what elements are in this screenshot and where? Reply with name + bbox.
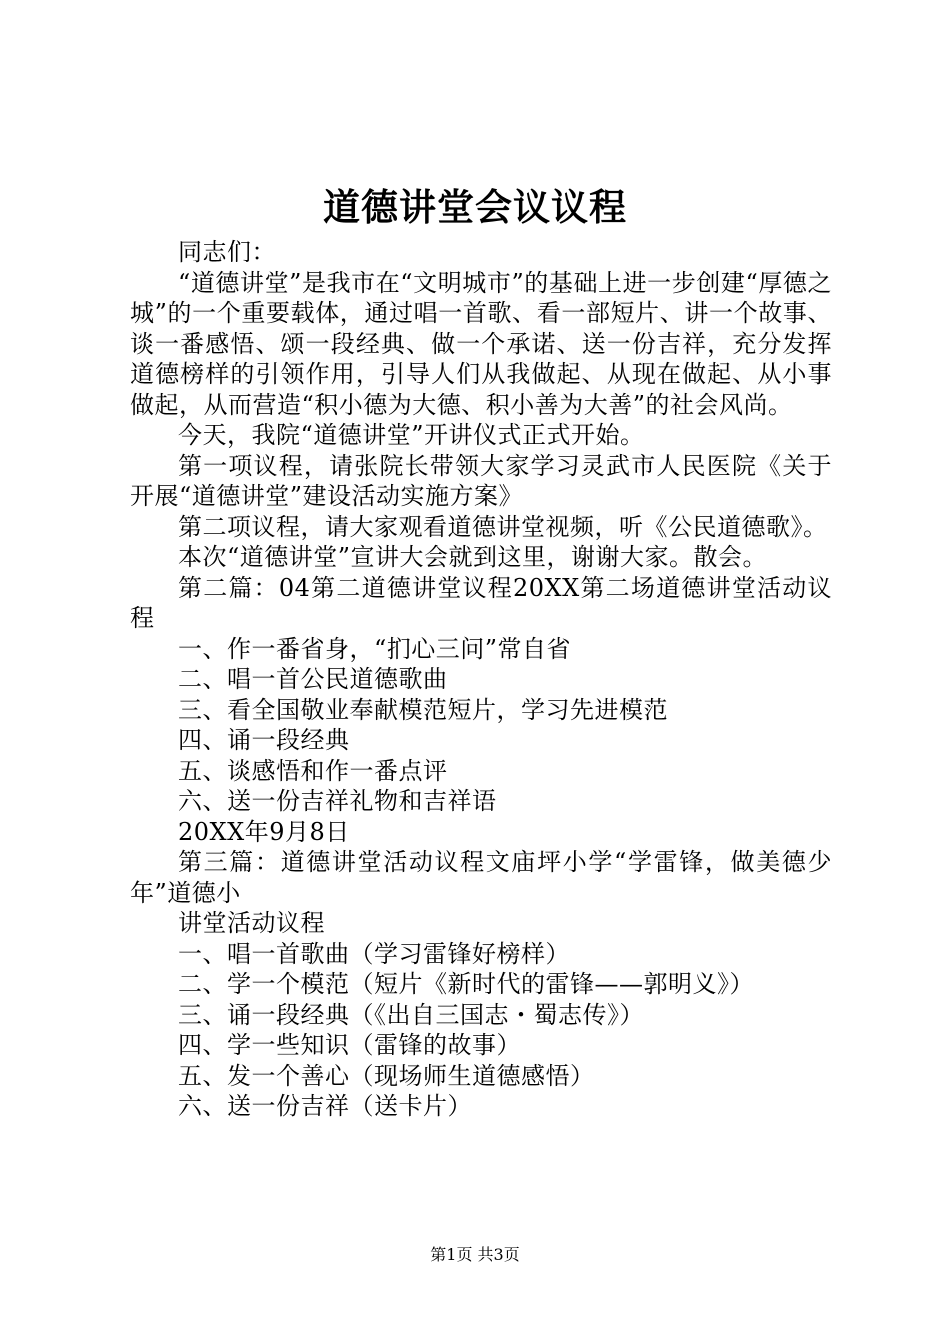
- part2-date: 20XX年9月8日: [178, 817, 350, 846]
- part2-list-item: 一、作一番省身，“扪心三问”常自省: [178, 634, 572, 663]
- salutation: 同志们：: [178, 238, 276, 266]
- part3-list-item: 四、学一些知识（雷锋的故事）: [178, 1031, 521, 1059]
- part3-list-item: 二、学一个模范（短片《新时代的雷锋——郭明义》）: [178, 970, 754, 998]
- intro-paragraph: “道德讲堂”是我市在“文明城市”的基础上进一步创建“厚德之城”的一个重要载体，通过唱一首歌、看一部短片、讲一个故事、谈一番感悟、颂一段经典、做一个承诺、送一份吉祥，充分发挥道德榜样的引领作用，引导人们从我做起、从现在做起、从小事做起，从而营造“积小德为大德、积小善为大善”的社会风尚。: [130, 268, 832, 419]
- part3-list-item: 五、发一个善心（现场师生道德感悟）: [178, 1061, 595, 1090]
- part2-heading: 第二篇：04第二道德讲堂议程20XX第二场道德讲堂活动议程: [130, 573, 832, 632]
- agenda-item-2: 第二项议程，请大家观看道德讲堂视频，听《公民道德歌》。: [178, 512, 828, 541]
- part2-list-item: 四、诵一段经典: [178, 726, 350, 754]
- part3-heading: 第三篇：道德讲堂活动议程文庙坪小学“学雷锋，做美德少年”道德小: [130, 848, 832, 907]
- agenda-item-1: 第一项议程，请张院长带领大家学习灵武市人民医院《关于开展“道德讲堂”建设活动实施方案》: [130, 451, 832, 510]
- part2-list-item: 二、唱一首公民道德歌曲: [178, 665, 448, 693]
- document-body: [130, 237, 832, 1122]
- part2-list-item: 三、看全国敬业奉献模范短片，学习先进模范: [178, 695, 668, 724]
- part3-subheading: 讲堂活动议程: [178, 909, 325, 937]
- closing-paragraph: 本次“道德讲堂”宣讲大会就到这里，谢谢大家。散会。: [178, 543, 768, 571]
- part2-list-item: 六、送一份吉祥礼物和吉祥语: [178, 787, 497, 815]
- today-paragraph: 今天，我院“道德讲堂”开讲仪式正式开始。: [178, 421, 645, 449]
- page-footer: 第1页 共3页: [430, 1245, 520, 1264]
- page-title: 道德讲堂会议议程: [323, 185, 627, 229]
- part3-list-item: 三、诵一段经典（《出自三国志・蜀志传》）: [178, 1000, 644, 1029]
- part3-list-item: 一、唱一首歌曲（学习雷锋好榜样）: [178, 939, 570, 968]
- part2-list-item: 五、谈感悟和作一番点评: [178, 756, 448, 785]
- part3-list-item: 六、送一份吉祥（送卡片）: [178, 1092, 472, 1120]
